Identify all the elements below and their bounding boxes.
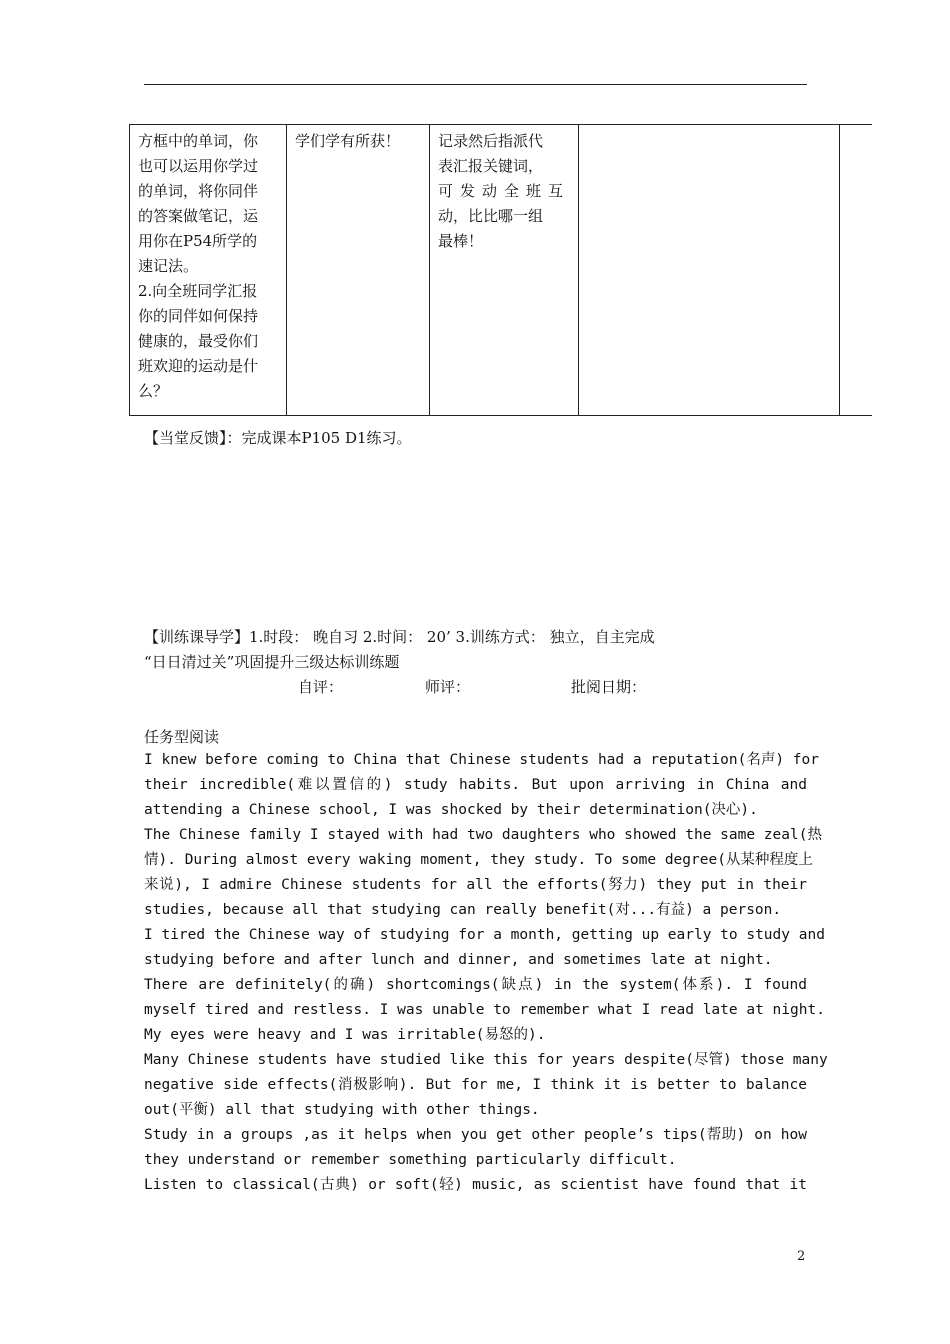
cell-line: 的单词，将你同伴 [138,182,259,200]
cell-line: 也可以运用你学过 [138,157,259,175]
passage-line: 来说), I admire Chinese students for all the efforts(努力) they put in their [144,877,807,893]
cell-line: 速记法。 [138,257,199,275]
cell-line: 班欢迎的运动是什 [138,357,259,375]
feedback-text: 【当堂反馈】：完成课本P105 D1练习。 [144,429,412,447]
cell-line: 可发动全班互 [438,182,571,200]
cell-line: 的答案做笔记，运 [138,207,259,225]
passage-line: 情). During almost every waking moment, they study. To some degree(从某种程度上 [144,852,813,868]
cell-line: 记录然后指派代 [438,132,544,150]
table-cell-teacher-activity [430,125,579,416]
cell-line: 健康的，最受你们 [138,332,259,350]
passage-line: There are definitely(的确) shortcomings(缺点) in the system(体系). I found [144,977,807,993]
passage-line: attending a Chinese school, I was shocked by their determination(决心). [144,802,758,818]
training-title: “日日清过关”巩固提升三级达标训练题 [144,653,400,671]
header-rule [144,84,807,85]
table-cell-empty [840,125,872,416]
table-cell-empty [579,125,840,416]
cell-line: 么？ [138,382,169,400]
page-number: 2 [797,1249,806,1264]
passage-line: Many Chinese students have studied like this for years despite(尽管) those many [144,1052,828,1068]
passage-line: they understand or remember something particularly difficult. [144,1152,677,1168]
cell-line: 2.向全班同学汇报 [138,282,258,300]
cell-line: 学们学有所获！ [295,132,401,150]
teacher-eval-label: 师评： [425,678,471,696]
table-cell-student-activity [130,125,287,416]
table-cell-goal [287,125,430,416]
passage-line: I knew before coming to China that Chinese students had a reputation(名声) for [144,752,820,768]
cell-line: 你的同伴如何保持 [138,307,259,325]
cell-line: 用你在P54所学的 [138,232,258,250]
cell-line: 表汇报关键词， [438,157,544,175]
passage-line: My eyes were heavy and I was irritable(易怒的). [144,1027,546,1043]
review-date-label: 批阅日期： [571,678,647,696]
lesson-table [129,124,872,416]
passage-line: negative side effects(消极影响). But for me, I think it is better to balance [144,1077,807,1093]
reading-passage [144,748,828,1198]
reading-heading: 任务型阅读 [144,728,220,746]
self-eval-label: 自评： [298,678,344,696]
cell-line: 动，比比哪一组 [438,207,544,225]
passage-line: their incredible(难以置信的) study habits. But upon arriving in China and [144,777,807,793]
passage-line: I tired the Chinese way of studying for a month, getting up early to study and [144,927,825,943]
passage-line: studying before and after lunch and dinner, and sometimes late at night. [144,952,773,968]
cell-line: 方框中的单词，你 [138,132,259,150]
training-info: 【训练课导学】1.时段： 晚自习 2.时间： 20’ 3.训练方式： 独立，自主完成 [144,628,655,646]
passage-line: Listen to classical(古典) or soft(轻) music, as scientist have found that it [144,1177,807,1193]
passage-line: myself tired and restless. I was unable to remember what I read late at night. [144,1002,825,1018]
passage-line: The Chinese family I stayed with had two daughters who showed the same zeal(热 [144,827,822,843]
passage-line: studies, because all that studying can really benefit(对...有益) a person. [144,902,782,918]
passage-line: Study in a groups ,as it helps when you get other people’s tips(帮助) on how [144,1127,807,1143]
cell-line: 最棒！ [438,232,484,250]
table-row [130,125,872,416]
passage-line: out(平衡) all that studying with other things. [144,1102,540,1118]
